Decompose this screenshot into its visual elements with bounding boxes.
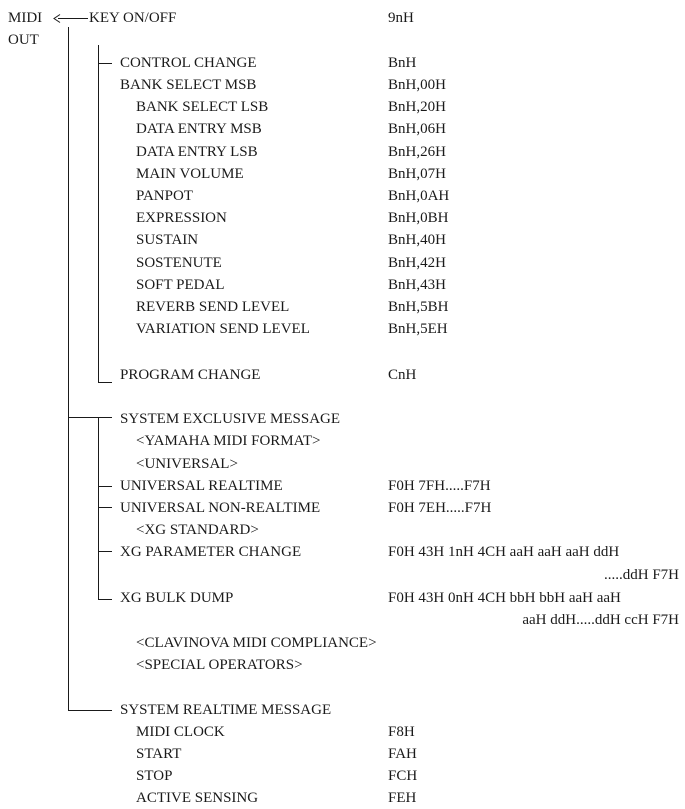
cc-item-value: BnH,26H <box>388 144 446 160</box>
sysex-branch-line <box>98 417 99 599</box>
channel-branch-line <box>98 45 99 382</box>
connector-universal-realtime <box>98 486 112 487</box>
connector-sysex <box>68 417 112 418</box>
xg-bulk-dump-value: F0H 43H 0nH 4CH bbH bbH aaH aaH <box>388 590 621 606</box>
clavinova-compliance-label: <CLAVINOVA MIDI COMPLIANCE> <box>136 635 377 651</box>
cc-item-label: DATA ENTRY MSB <box>136 121 262 137</box>
program-change-value: CnH <box>388 367 417 383</box>
cc-item-value: BnH,5EH <box>388 321 448 337</box>
realtime-item-label: STOP <box>136 768 173 784</box>
cc-item-value: BnH,06H <box>388 121 446 137</box>
xg-parameter-change-label: XG PARAMETER CHANGE <box>120 544 302 560</box>
cc-item-label: EXPRESSION <box>136 210 227 226</box>
cc-item-label: BANK SELECT LSB <box>136 99 269 115</box>
connector-xg-param <box>98 551 112 552</box>
xg-parameter-change-value-cont: .....ddH F7H <box>603 567 679 583</box>
cc-item-label: MAIN VOLUME <box>136 166 244 182</box>
cc-item-value: BnH,43H <box>388 277 446 293</box>
control-change-value: BnH <box>388 55 417 71</box>
arrow-shaft <box>58 18 88 19</box>
realtime-item-value: FEH <box>388 790 417 806</box>
key-on-off-label: KEY ON/OFF <box>89 10 177 26</box>
key-on-off-value: 9nH <box>388 10 414 26</box>
realtime-item-value: FAH <box>388 746 417 762</box>
connector-program-change <box>98 382 112 383</box>
bank-select-msb-value: BnH,00H <box>388 77 446 93</box>
realtime-header: SYSTEM REALTIME MESSAGE <box>120 702 332 718</box>
cc-item-label: PANPOT <box>136 188 193 204</box>
universal-nonrealtime-value: F0H 7EH.....F7H <box>388 500 492 516</box>
cc-item-value: BnH,07H <box>388 166 446 182</box>
connector-control-change <box>98 63 112 64</box>
universal-realtime-label: UNIVERSAL REALTIME <box>120 478 283 494</box>
universal-label: <UNIVERSAL> <box>136 456 238 472</box>
special-operators-label: <SPECIAL OPERATORS> <box>136 657 303 673</box>
port-label-midi: MIDI <box>8 10 43 26</box>
connector-realtime <box>68 710 112 711</box>
universal-realtime-value: F0H 7FH.....F7H <box>388 478 491 494</box>
yamaha-midi-format-label: <YAMAHA MIDI FORMAT> <box>136 433 321 449</box>
tree-trunk-line <box>68 27 69 710</box>
cc-item-label: REVERB SEND LEVEL <box>136 299 290 315</box>
sysex-header: SYSTEM EXCLUSIVE MESSAGE <box>120 411 341 427</box>
cc-item-value: BnH,40H <box>388 232 446 248</box>
cc-item-label: VARIATION SEND LEVEL <box>136 321 310 337</box>
cc-item-value: BnH,5BH <box>388 299 449 315</box>
cc-item-label: SUSTAIN <box>136 232 199 248</box>
realtime-item-label: START <box>136 746 182 762</box>
universal-nonrealtime-label: UNIVERSAL NON-REALTIME <box>120 500 321 516</box>
cc-item-value: BnH,20H <box>388 99 446 115</box>
cc-item-value: BnH,0AH <box>388 188 450 204</box>
realtime-item-value: F8H <box>388 724 415 740</box>
xg-bulk-dump-value-cont: aaH ddH.....ddH ccH F7H <box>522 612 679 628</box>
control-change-label: CONTROL CHANGE <box>120 55 257 71</box>
program-change-label: PROGRAM CHANGE <box>120 367 261 383</box>
connector-universal-nonrealtime <box>98 507 112 508</box>
cc-item-label: DATA ENTRY LSB <box>136 144 258 160</box>
connector-xg-bulk <box>98 599 112 600</box>
cc-item-value: BnH,42H <box>388 255 446 271</box>
port-label-out: OUT <box>8 32 39 48</box>
realtime-item-value: FCH <box>388 768 418 784</box>
realtime-item-label: MIDI CLOCK <box>136 724 225 740</box>
cc-item-label: SOSTENUTE <box>136 255 222 271</box>
xg-parameter-change-value: F0H 43H 1nH 4CH aaH aaH aaH ddH <box>388 544 620 560</box>
cc-item-label: SOFT PEDAL <box>136 277 225 293</box>
cc-item-value: BnH,0BH <box>388 210 449 226</box>
xg-standard-label: <XG STANDARD> <box>136 522 259 538</box>
arrow-left-icon <box>53 14 61 23</box>
realtime-item-label: ACTIVE SENSING <box>136 790 259 806</box>
bank-select-msb-label: BANK SELECT MSB <box>120 77 257 93</box>
xg-bulk-dump-label: XG BULK DUMP <box>120 590 234 606</box>
